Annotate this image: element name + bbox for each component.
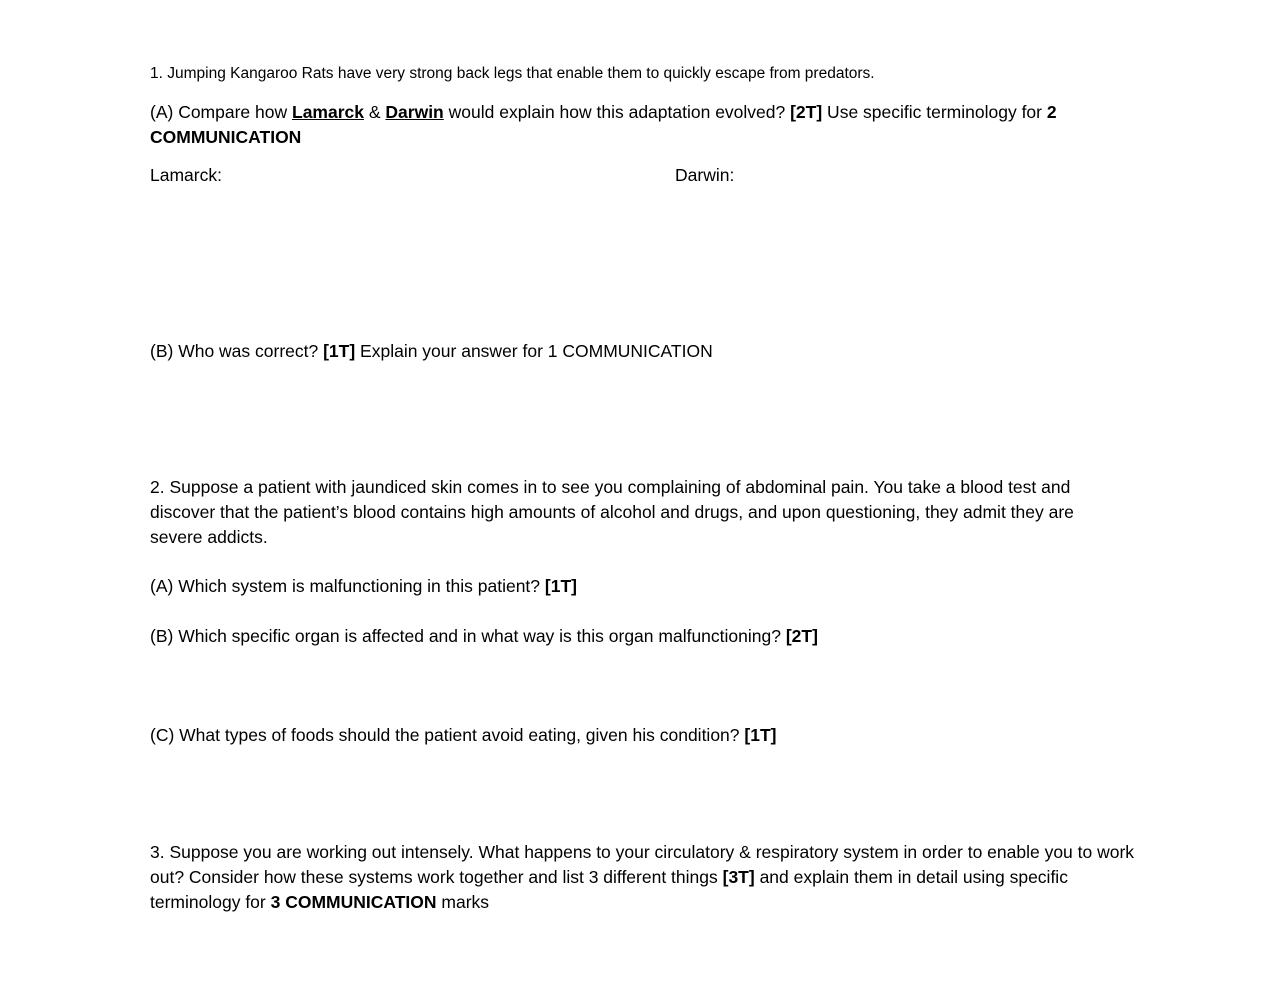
q1a-marks: [2T] [790, 102, 823, 122]
question-1-stem: 1. Jumping Kangaroo Rats have very strong back legs that enable them to quickly escape from predators. [150, 65, 875, 82]
q1b-marks: [1T] [323, 341, 356, 361]
question-2-stem: 2. Suppose a patient with jaundiced skin comes in to see you complaining of abdominal pain. You take a blood test and discover that the patient’s blood contains high amounts of alcohol and drugs, and upon questioning, they admit they are severe addicts. [150, 477, 1074, 547]
q3-post: marks [436, 892, 490, 912]
darwin-name: Darwin [385, 102, 444, 122]
darwin-answer-label: Darwin: [675, 165, 735, 185]
q1a-communication: 2 COMMUNICATION [150, 102, 1057, 147]
q3-communication: 3 COMMUNICATION [270, 892, 437, 912]
q1a-mid: would explain how this adaptation evolved? [443, 102, 791, 122]
q1a-pre: (A) Compare how [150, 102, 292, 122]
question-2b-prompt [150, 624, 818, 649]
q2b-text: (B) Which specific organ is affected and in what way is this organ malfunctioning? [150, 626, 786, 646]
q2a-marks: [1T] [544, 576, 577, 596]
question-2c-prompt [150, 723, 776, 748]
q2b-marks: [2T] [785, 626, 818, 646]
question-2a-prompt [150, 574, 577, 599]
q1b-post: Explain your answer for 1 COMMUNICATION [355, 341, 713, 361]
q2a-text: (A) Which system is malfunctioning in this patient? [150, 576, 545, 596]
q2c-marks: [1T] [744, 725, 777, 745]
q3-marks: [3T] [722, 867, 755, 887]
question-1a-prompt [150, 100, 1110, 150]
q1b-pre: (B) Who was correct? [150, 341, 324, 361]
q2c-text: (C) What types of foods should the patient avoid eating, given his condition? [150, 725, 745, 745]
question-3-prompt [150, 840, 1135, 915]
q1a-amp: & [364, 102, 386, 122]
lamarck-name: Lamarck [292, 102, 364, 122]
q3-pre: 3. Suppose you are working out intensely. What happens to your circulatory & respiratory system in order to enable you to work out? Consider how these systems work together and list 3 different things [150, 842, 1135, 887]
q1a-post: Use specific terminology for [822, 102, 1047, 122]
q3-mid: and explain them in detail using specific terminology for [150, 867, 1068, 912]
lamarck-answer-label: Lamarck: [150, 165, 222, 185]
question-1b-prompt [150, 339, 713, 364]
